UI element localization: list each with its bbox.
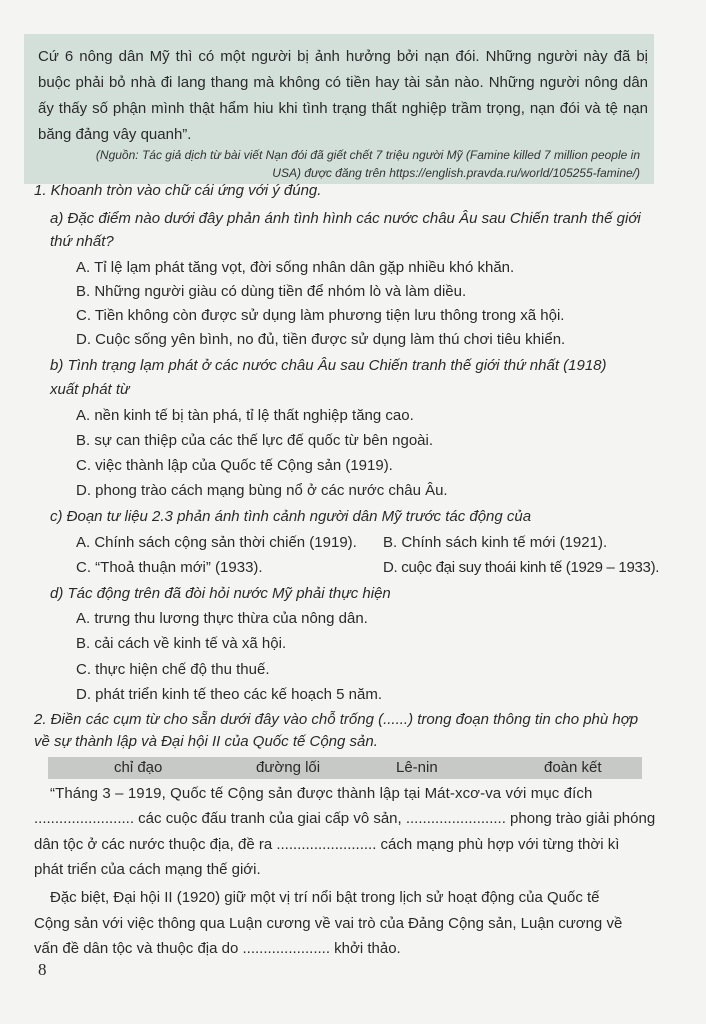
q1c-option-b[interactable]: B. Chính sách kinh tế mới (1921). bbox=[383, 534, 608, 551]
q2-title-2: về sự thành lập và Đại hội II của Quốc tế Cộng sản. bbox=[34, 733, 378, 750]
q1b-option-b[interactable]: B. sự can thiệp của các thế lực đế quốc từ bên ngoài. bbox=[76, 432, 434, 449]
q1b-stem-2: xuất phát từ bbox=[50, 381, 130, 398]
quote-text: Cứ 6 nông dân Mỹ thì có một người bị ảnh hưởng bởi nạn đói. Những người này đã bị buộc phải bỏ nhà đi lang thang mà không có tiền hay tài sản nào. Những người nông dân ấy thấy số phận mình thật hẩm hiu khi tình trạng thất nghiệp trầm trọng, nạn đói và tệ nạn băng đảng vây quanh”. bbox=[38, 48, 648, 143]
q1a-option-b[interactable]: B. Những người giàu có dùng tiền để nhóm lò và làm diều. bbox=[76, 283, 467, 300]
q1a-stem-2: thứ nhất? bbox=[50, 233, 114, 250]
term-doan-ket[interactable]: đoàn kết bbox=[544, 759, 602, 776]
term-chi-dao[interactable]: chỉ đạo bbox=[114, 759, 163, 776]
q1d-option-c[interactable]: C. thực hiện chế độ thu thuế. bbox=[76, 661, 270, 678]
q1d-stem: d) Tác động trên đã đòi hỏi nước Mỹ phải thực hiện bbox=[50, 585, 391, 602]
q1c-stem: c) Đoạn tư liệu 2.3 phản ánh tình cảnh người dân Mỹ trước tác động của bbox=[50, 508, 532, 525]
q2-p1-line-1: “Tháng 3 – 1919, Quốc tế Cộng sản được thành lập tại Mát-xcơ-va với mục đích bbox=[50, 785, 593, 802]
q1a-stem-1: a) Đặc điểm nào dưới đây phản ánh tình hình các nước châu Âu sau Chiến tranh thế giới bbox=[50, 210, 641, 227]
q1a-option-c[interactable]: C. Tiền không còn được sử dụng làm phương tiện lưu thông trong xã hội. bbox=[76, 307, 565, 324]
q1d-option-d[interactable]: D. phát triển kinh tế theo các kế hoạch 5 năm. bbox=[76, 686, 383, 703]
q2-p1-line-4: phát triển của cách mạng thế giới. bbox=[34, 861, 261, 878]
q1c-option-d[interactable]: D. cuộc đại suy thoái kinh tế (1929 – 1933). bbox=[383, 559, 660, 576]
term-bank bbox=[48, 757, 642, 779]
source-line-2: USA) được đăng trên https://english.pravda.ru/world/105255-famine/) bbox=[272, 166, 640, 180]
q2-p2-line-2-text: Cộng sản với việc thông qua Luận cương về vai trò của Đảng Cộng sản, Luận cương về bbox=[34, 915, 623, 932]
q1-title: 1. Khoanh tròn vào chữ cái ứng với ý đúng. bbox=[34, 182, 322, 199]
q2-p2-line-1: Đặc biệt, Đại hội II (1920) giữ một vị trí nổi bật trong lịch sử hoạt động của Quốc tế bbox=[50, 889, 600, 906]
q2-p2-line-3: vấn đề dân tộc và thuộc địa do ..................... khởi thảo. bbox=[34, 940, 401, 957]
q1d-option-a[interactable]: A. trưng thu lương thực thừa của nông dân. bbox=[76, 610, 368, 627]
q1c-option-c[interactable]: C. “Thoả thuận mới” (1933). bbox=[76, 559, 263, 576]
q1b-option-c[interactable]: C. việc thành lập của Quốc tế Cộng sản (1919). bbox=[76, 457, 393, 474]
quote-source bbox=[70, 146, 640, 182]
q2-title-1: 2. Điền các cụm từ cho sẵn dưới đây vào chỗ trống (......) trong đoạn thông tin cho phù hợp bbox=[34, 711, 639, 728]
source-line-1: (Nguồn: Tác giả dịch từ bài viết Nạn đói đã giết chết 7 triệu người Mỹ (Famine killed 7 million people in bbox=[95, 148, 640, 162]
q2-p2-line-2 bbox=[34, 913, 622, 935]
q1a-option-a[interactable]: A. Tỉ lệ lạm phát tăng vọt, đời sống nhân dân gặp nhiều khó khăn. bbox=[76, 259, 515, 276]
q2-p1-line-3: dân tộc ở các nước thuộc địa, đề ra ........................ cách mạng phù hợp với từng thời kì bbox=[34, 836, 620, 853]
q2-p1-line-2: ........................ các cuộc đấu tranh của giai cấp vô sản, ........................ phong trào giải phóng bbox=[34, 810, 656, 827]
page-number: 8 bbox=[38, 960, 47, 979]
q1c-option-a[interactable]: A. Chính sách cộng sản thời chiến (1919). bbox=[76, 534, 357, 551]
term-le-nin[interactable]: Lê-nin bbox=[396, 759, 438, 776]
q1b-stem-1: b) Tình trạng lạm phát ở các nước châu Âu sau Chiến tranh thế giới thứ nhất (1918) bbox=[50, 357, 607, 374]
q1a-option-d[interactable]: D. Cuộc sống yên bình, no đủ, tiền được sử dụng làm thú chơi tiêu khiển. bbox=[76, 331, 566, 348]
q1d-option-b[interactable]: B. cải cách về kinh tế và xã hội. bbox=[76, 635, 287, 652]
term-duong-loi[interactable]: đường lối bbox=[256, 759, 321, 776]
q1b-option-d[interactable]: D. phong trào cách mạng bùng nổ ở các nước châu Âu. bbox=[76, 482, 448, 499]
q1b-option-a[interactable]: A. nền kinh tế bị tàn phá, tỉ lệ thất nghiệp tăng cao. bbox=[76, 407, 414, 424]
